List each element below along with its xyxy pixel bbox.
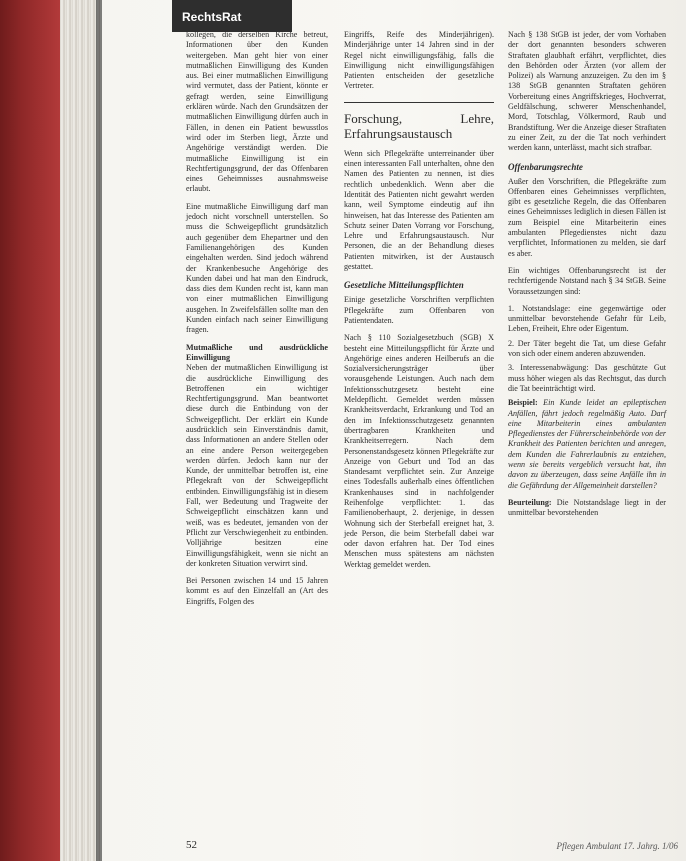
paragraph: Neben der mutmaßlichen Einwilligung ist die ausdrückliche Einwilligung des Betroffenen ein wichtiger Rechtfertigungsgrund. Man beantwortet diese durch die Entbindung von der Schweigepflicht. Der erklärt ein Kunde ausdrücklich sein Einverständnis damit, dass Informationen an andere Stellen oder an eine andere Person weitergegeben werden dürfen. Jedoch kann nur der Kunde, der unmittelbar betroffen ist, eine Pflegekraft von der Schweigepflicht entbinden. Einwilligungsfähig ist in diesem Fall, wer Bedeutung und Tragweite der Schweigepflicht einschätzen kann und weiß, was es bedeutet, jemanden von der Pflicht zur Verschwiegenheit zu entbinden. Volljährige besitzen eine Einwilligungsfähigkeit, wenn sie nicht an der konkreten Situation verwirrt sind.	[186, 363, 328, 568]
paragraph: Ein wichtiges Offenbarungsrecht ist der rechtfertigende Notstand nach § 34 StGB. Seine Voraussetzungen sind:	[508, 265, 666, 296]
paragraph: Nach § 110 Sozialgesetzbuch (SGB) X besteht eine Mitteilungspflicht für Ärzte und Angehörige eines anderen Heilberufs an die Sozialversicherungsträger über vorausgehende Leistungen. Auch nach dem Infektionsschutzgesetz besteht eine Meldepflicht. Gemeldet werden müssen Krankheitsverdacht, Erkrankung und Tod an den im Infektionsschutzgesetz genannten übertragbaren Krankheiten und Krankheitserregern. Nach dem Personenstandsgesetz können Pflegekräfte zur Anzeige von Geburt und Tod an das Standesamt verpflichtet sein. Zur Anzeige eines Todesfalls außerhalb eines öffentlichen Krankenhauses sind in nachfolgender Reihenfolge verpflichtet: 1. das Familienoberhaupt, 2. derjenige, in dessen Wohnung sich der Sterbefall ereignet hat, 3. jede Person, die beim Sterbefall dabei war oder davon erfahren hat. Der Tod eines Menschen muss spätestens am nächsten Werktag gemeldet werden.	[344, 333, 494, 569]
example-block	[508, 398, 666, 491]
page-stack-edge	[60, 0, 100, 861]
section-rule	[344, 102, 494, 103]
assessment-text: Die Notstandslage liegt in der unmittelbar bevorstehenden	[508, 497, 666, 518]
footer-source: Pflegen Ambulant 17. Jahrg. 1/06	[556, 841, 678, 851]
section-title: Forschung, Lehre, Erfahrungsaustausch	[344, 110, 494, 141]
section-header-label: RechtsRat	[182, 10, 242, 24]
column-2	[344, 30, 494, 577]
assessment-label: Beurteilung:	[508, 497, 552, 507]
numbered-list	[508, 304, 666, 394]
paragraph: Eine mutmaßliche Einwilligung darf man jedoch nicht vorschnell unterstellen. So muss die Schweigepflicht grundsätzlich auch gegenüber dem Ehepartner und den Familienangehörigen des Kunden eingehalten werden. Sind jedoch während der Krankenbesuche Angehörige des Kunden dabei und hat man den Eindruck, dass dies dem Kunden recht ist, kann man von einer mutmaßlichen Einwilligung ausgehen. In Zweifelsfällen sollte man den Kunden einfach nach seiner Einwilligung fragen.	[186, 201, 328, 335]
paragraph: Außer den Vorschriften, die Pflegekräfte zum Offenbaren eines Geheimnisses verpflichten, gibt es gesetzliche Regeln, die das Offenbaren eines Geheimnisses lediglich in diesen Fällen ist zum Beispiel eine Mitarbeiterin eines ambulanten Pflegedienstes nicht dazu verpflichtet, Informationen zu melden, sie darf es aber.	[508, 176, 666, 258]
book-cover-edge	[0, 0, 60, 861]
paragraph: Einige gesetzliche Vorschriften verpflichten Pflegekräfte zum Offenbaren von Patientendaten.	[344, 295, 494, 325]
list-item: 1. Notstandslage: eine gegenwärtige oder unmittelbar bevorstehende Gefahr für Leib, Leben, Freiheit, Ehre oder Eigentum.	[508, 303, 666, 334]
list-item: 3. Interessenabwägung: Das geschützte Gut muss höher wiegen als das Rechtsgut, das durch die Tat beeinträchtigt wird.	[508, 363, 666, 393]
subsection-title: Gesetzliche Mitteilungspflichten	[344, 280, 464, 291]
paragraph: kollegen, die derselben Kirche betreut, Informationen über den Kunden weitergeben. Man geht hier von einer mutmaßlichen Einwilligung des Kunden aus. Bei einer mutmaßlichen Einwilligung wird vermutet, dass der Patient, könnte er gefragt werden, seine Einwilligung erklären würde. Nach den Grundsätzen der mutmaßlichen Einwilligung dürfen auch in Fällen, in denen ein Patient bewusstlos wird oder im Sterben liegt, Ärzte und Angehörige verständigt werden. Die mutmaßliche Einwilligung ist ein Rechtfertigungsgrund, der das Offenbaren eines Geheimnisses ausnahmsweise erlaubt.	[186, 30, 328, 194]
paragraph: Eingriffs, Reife des Minderjährigen). Minderjährige unter 14 Jahren sind in der Regel nicht einwilligungsfähig, falls die Einwilligung nicht einwilligungsfähigen Patienten entscheiden der gesetzliche Vertreter.	[344, 30, 494, 91]
subsection-title: Offenbarungsrechte	[508, 161, 583, 172]
page	[102, 0, 686, 861]
column-3	[508, 30, 666, 525]
list-item: 2. Der Täter begeht die Tat, um diese Gefahr von sich oder einem anderen abzuwenden.	[508, 338, 666, 359]
example-text: Ein Kunde leidet an epileptischen Anfällen, fährt jedoch regelmäßig Auto. Darf eine Mitarbeiterin eines ambulanten Pflegedienstes der Führerscheinbehörde von der Krankheit des Patienten berichten und anregen, dem Kunden die Fahrerlaubnis zu entziehen, wenn sie bereits vergeblich versucht hat, ihn davon zu überzeugen, dass seine Anfälle ihn in die Gefährdung der Allgemeinheit darstellen?	[508, 398, 666, 490]
section-header	[172, 0, 292, 32]
paragraph: Wenn sich Pflegekräfte unterreinander über einen interessanten Fall unterhalten, ohne den Namen des Patienten zu nennen, ist dies rechtlich unbedenklich. Wenn aber die Identität des Patienten nicht gewahrt werden kann, weil Symptome eindeutig auf ihn hinweisen, hat das Interesse des Patienten am Schutz seiner Daten Vorrang vor Forschung, Lehre und Erfahrungsaustausch. Nur Personen, die an der Behandlung dieses Patienten mitwirken, ist der Austausch gestattet.	[344, 148, 494, 272]
paragraph: Bei Personen zwischen 14 und 15 Jahren kommt es auf den Einzelfall an (Art des Eingriffs, Folgen des	[186, 576, 328, 606]
paragraph-heading: Mutmaßliche und ausdrückliche Einwilligung	[186, 342, 328, 362]
example-label: Beispiel:	[508, 398, 538, 408]
paragraph: Nach § 138 StGB ist jeder, der vom Vorhaben der dort genannten besonders schweren Straftaten glaubhaft erfährt, verpflichtet, dies den Behörden oder Ärzten (vor allem der Polizei) als Warnung anzuzeigen. Zu den im § 138 StGB genannten Straftaten gehören Vorbereitung eines Angriffskrieges, Hochverrat, Geldfälschung, schwerer Menschenhandel, Mord, Totschlag, Völkermord, Raub und Brandstiftung. Wer die Anzeige dieser Straftaten zu einer Zeit, zu der die Tat noch verhindert werden kann, unterlässt, macht sich strafbar.	[508, 30, 666, 153]
page-number: 52	[186, 839, 197, 851]
column-1	[186, 30, 328, 614]
assessment-block	[508, 498, 666, 519]
